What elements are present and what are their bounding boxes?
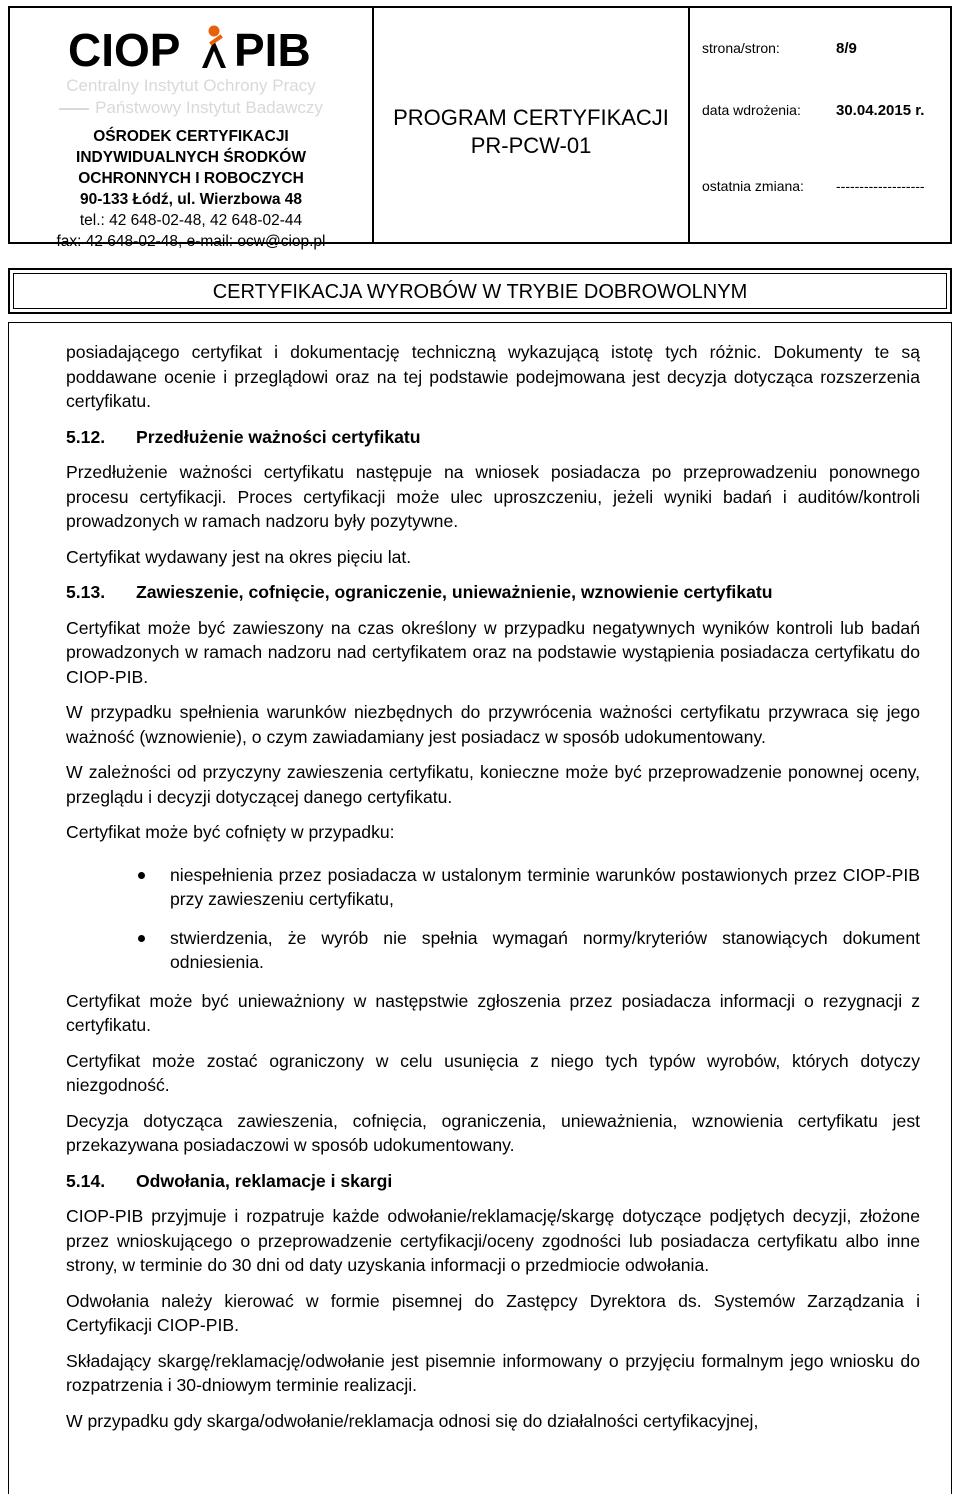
- certification-body-address: [10, 126, 372, 252]
- section-5-13-heading: [66, 580, 920, 605]
- center-line-3: OCHRONNYCH I ROBOCZYCH: [78, 170, 304, 187]
- bullet-icon: [138, 935, 145, 942]
- content-left-border: [8, 322, 9, 1494]
- section-title-text: Przedłużenie ważności certyfikatu: [136, 426, 421, 447]
- paragraph: Certyfikat może być cofnięty w przypadku:: [66, 822, 395, 842]
- fax-email-line: fax: 42 648-02-48, e-mail: ocw@ciop.pl: [56, 233, 326, 250]
- program-title: [374, 104, 688, 160]
- document-header: [8, 6, 952, 250]
- content-right-border: [951, 322, 952, 1494]
- paragraph: Certyfikat może być zawieszony na czas określony w przypadku negatywnych wyników kontroli lub badań prowadzonych w ramach nadzoru nad certyfikatem oraz na podstawie wystąpienia posiadacza certyfikatu do CIOP-PIB.: [66, 617, 920, 687]
- page-count-value: 8/9: [836, 40, 857, 57]
- phone-line: tel.: 42 648-02-48, 42 648-02-44: [79, 212, 303, 229]
- paragraph: Certyfikat może zostać ograniczony w celu usunięcia z niego tych typów wyrobów, których dotyczy niezgodność.: [66, 1050, 920, 1095]
- logo-text-pib: PIB: [234, 24, 311, 72]
- last-change-value: -------------------: [836, 178, 925, 194]
- paragraph: Decyzja dotycząca zawieszenia, cofnięcia, ograniczenia, unieważnienia, wznowienia certyfikatu jest przekazywana posiadaczowi w sposób udokumentowany.: [66, 1110, 920, 1155]
- paragraph: Przedłużenie ważności certyfikatu następuje na wniosek posiadacza po przeprowadzeniu ponownego procesu certyfikacji. Proces certyfikacji może ulec uproszczeniu, jeżeli wyniki badań i auditów/kontroli prowadzonych w ramach nadzoru były pozytywne.: [66, 462, 920, 531]
- institute-name-line2-text: Państwowy Instytut Badawczy: [95, 98, 323, 117]
- institute-name-line2: [10, 98, 372, 118]
- program-title-line: PROGRAM CERTYFIKACJI: [393, 105, 669, 130]
- paragraph: Certyfikat wydawany jest na okres pięciu lat.: [66, 546, 412, 567]
- header-program-cell: [374, 8, 690, 242]
- section-number: 5.13.: [66, 582, 106, 602]
- section-number: 5.12.: [66, 426, 106, 447]
- center-line-4: 90-133 Łódź, ul. Wierzbowa 48: [79, 191, 303, 208]
- bullet-icon: [138, 872, 145, 879]
- section-title-bar: [8, 268, 952, 314]
- paragraph: Certyfikat może być unieważniony w następstwie zgłoszenia przez posiadacza informacji o rezygnacji z certyfikatu.: [66, 990, 920, 1035]
- section-title: CERTYFIKACJA WYROBÓW W TRYBIE DOBROWOLNYM: [13, 273, 947, 309]
- divider-dash: [59, 108, 89, 110]
- page-count-label: strona/stron:: [702, 40, 780, 56]
- content-top-border: [8, 322, 952, 323]
- section-5-14-heading: [66, 1169, 920, 1194]
- paragraph: Składający skargę/reklamację/odwołanie jest pisemnie informowany o przyjęciu formalnym jego wniosku do rozpatrzenia i 30-dniowym terminie realizacji.: [66, 1350, 920, 1395]
- implementation-date-value: 30.04.2015 r.: [836, 102, 925, 119]
- logo-text-ciop: CIOP: [68, 24, 181, 72]
- paragraph: Odwołania należy kierować w formie pisemnej do Zastępcy Dyrektora ds. Systemów Zarządzania i Certyfikacji CIOP-PIB.: [66, 1290, 920, 1335]
- list-item-text: stwierdzenia, że wyrób nie spełnia wymagań normy/kryteriów stanowiących dokument odniesienia.: [170, 927, 920, 972]
- ciop-pib-logo-graphic: [66, 22, 316, 72]
- list-item: [66, 863, 920, 912]
- paragraph: W przypadku gdy skarga/odwołanie/reklamacja odnosi się do działalności certyfikacyjnej,: [66, 1410, 759, 1431]
- institute-name-line1: Centralny Instytut Ochrony Pracy: [66, 76, 316, 95]
- paragraph-continuation: posiadającego certyfikat i dokumentację techniczną wykazującą istotę tych różnic. Dokumenty te są poddawane ocenie i przeglądowi oraz na tej podstawie podejmowana jest decyzja dotycząca rozszerzenia certyfikatu.: [66, 342, 920, 411]
- section-number: 5.14.: [66, 1170, 106, 1191]
- revocation-reasons-list: [66, 863, 920, 975]
- header-meta-cell: [690, 8, 950, 242]
- section-title-text: Zawieszenie, cofnięcie, ograniczenie, unieważnienie, wznowienie certyfikatu: [136, 582, 773, 602]
- section-5-12-heading: [66, 425, 920, 450]
- list-item-text: niespełnienia przez posiadacza w ustalonym terminie warunków postawionych przez CIOP-PIB przy zawieszeniu certyfikatu,: [170, 864, 920, 909]
- program-code: PR-PCW-01: [470, 133, 592, 158]
- document-body: [66, 340, 920, 1444]
- center-line-2: INDYWIDUALNYCH ŚRODKÓW: [76, 149, 306, 166]
- list-item: [66, 926, 920, 975]
- paragraph: CIOP-PIB przyjmuje i rozpatruje każde odwołanie/reklamację/skargę dotyczące podjętych decyzji, złożone przez wnioskującego o przeprowadzenie certyfikacji/oceny zgodności lub posiadacza certyfikatu albo inne strony, w terminie do 30 dni od daty uzyskania informacji o przedmiocie odwołania.: [66, 1206, 920, 1275]
- center-line-1: OŚRODEK CERTYFIKACJI: [93, 128, 289, 145]
- section-title-text: Odwołania, reklamacje i skargi: [136, 1170, 393, 1191]
- paragraph: W przypadku spełnienia warunków niezbędnych do przywrócenia ważności certyfikatu przywraca się jego ważność (wznowienie), o czym zawiadamiany jest posiadacz w sposób udokumentowany.: [66, 702, 920, 747]
- last-change-label: ostatnia zmiana:: [702, 178, 804, 194]
- implementation-date-label: data wdrożenia:: [702, 102, 801, 118]
- header-organization-cell: [10, 8, 374, 250]
- logo-figure-icon: [202, 26, 226, 69]
- paragraph: W zależności od przyczyny zawieszenia certyfikatu, konieczne może być przeprowadzenie ponownej oceny, przeglądu i decyzji dotyczącej danego certyfikatu.: [66, 762, 920, 807]
